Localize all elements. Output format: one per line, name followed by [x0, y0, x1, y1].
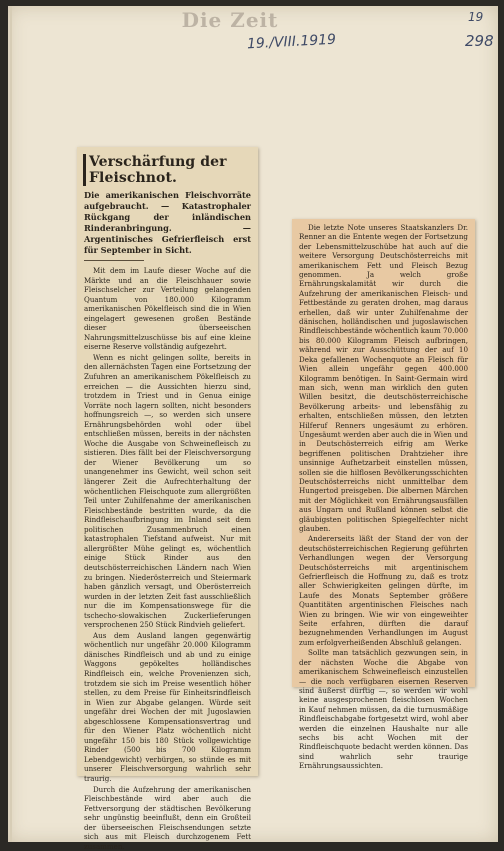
article-headline: Verschärfung der Fleischnot.	[83, 154, 252, 186]
paragraph: Andererseits läßt der Stand der von der deutschösterreichischen Regierung geführten Verhandlungen wegen der Versorgung Deutschösterreichs mit argentinischem Gefrierfleisch die Hoffnung zu, daß es trotz aller Schwierigkeiten gelingen dürfte, im Laufe des Monats September größere Quantitäten argentinischen Fleisches nach Wien zu bringen. Wie wir von eingeweihter Seite erfahren, dürften die darauf bezugnehmenden Verhandlungen im August zum erfolgverheißenden Abschluß gelangen.	[299, 534, 468, 647]
newspaper-clipping-right	[292, 219, 475, 771]
paragraph: Wenn es nicht gelingen sollte, bereits in den allernächsten Tagen eine Fortsetzung der Zufuhren an amerikanischem Pökelfleisch zu erreichen — die Aussichten hierzu sind, trotzdem in Triest und in Genua einige Vorräte noch lagern sollten, nicht besonders hoffnungsreich —, so werden sich unsere Ernährungsbehörden wohl oder übel entschließen müssen, bereits in der nächsten Woche die Ausgabe von Schweinefleisch zu sistieren. Dies fällt bei der Fleischversorgung der Wiener Bevölkerung um so unangenehmer ins Gewicht, weil schon seit längerer Zeit die Aufrechterhaltung der wöchentlichen Fleischquote zum allergrößten Teil unter Zuhilfenahme der amerikanischen Fleischbestände bestritten wurde, da die Rindfleischaufbringung im Inland seit dem politischen Zusammenbruch einen katastrophalen Tiefstand aufweist. Nur mit allergrößter Mühe gelingt es, wöchentlich einige Stück Rinder aus den deutschösterreichischen Ländern nach Wien zu bringen. Niederösterreich und Steiermark haben gänzlich versagt, und Oberösterreich wurden in der letzten Zeit fast ausschließlich nur die im Kompensationswege für die tschecho-slowakischen Zuckerlieferungen versprochenen 250 Stück Rindvieh geliefert.	[84, 352, 251, 630]
article-body-left	[84, 266, 251, 851]
paragraph: Die letzte Note unseres Staatskanzlers Dr. Renner an die Entente wegen der Fortsetzung der Lebensmittelzuschübe hat auch auf die weitere Versorgung Deutschösterreichs mit amerikanischem Fett und Fleisch Bezug genommen. Ja welch große Ernährungskalamität wir durch die Aufzehrung der amerikanischen Fleisch- und Fettbestände zu geraten drohen, mag daraus erhellen, daß wir unter Zuhilfenahme der dänischen, holländischen und jugoslawischen Rindfleischbestände wöchentlich kaum 70.000 bis 80.000 Kilogramm Fleisch aufbringen, während wir zur Ausschüttung der auf 10 Deka gefallenen Wochenquote an Fleisch für Wien allein ungefähr gegen 400.000 Kilogramm benötigen. In Saint-Germain wird man sich, wenn man wirklich den guten Willen besitzt, die deutschösterreichische Bevölkerung arbeits- und lebensfähig zu erhalten, entschließen müssen, den letzten Hilferuf Renners ungesäumt zu erhören. Ungesäumt werden aber auch die in Wien und in Deutschösterreich eifrig am Werke begriffenen politischen Drahtzieher ihre unsinnige Aufhetzarbeit einstellen müssen, sollen sie die hilflosen Bevölkerungsschichten Deutschösterreichs nicht unmittelbar dem Hungertod preisgeben. Die albernen Märchen mit der Möglichkeit von Ernährungsausfällen aus Ungarn und Rußland können selbst die gläubigsten politischen Spiegelfechter nicht glauben.	[299, 223, 468, 533]
handwritten-page-number: 298	[465, 32, 494, 50]
handwritten-number-top: 19	[468, 10, 484, 24]
article-body-right	[299, 223, 468, 771]
paragraph: Sollte man tatsächlich gezwungen sein, in der nächsten Woche die Abgabe von amerikanischem Schweinefleisch einzustellen — die noch verfügbaren eisernen Reserven sind äußerst dürftig —, so werden wir wohl keine ausgesprochenen fleischlosen Wochen in Kauf nehmen müssen, da die turnusmäßige Rindfleischabgabe fortgesetzt wird, wohl aber werden die einzelnen Haushalte nur alle sechs bis acht Wochen mit der Rindfleischquote bedacht werden können. Das sind wahrlich sehr traurige Ernährungsaussichten.	[299, 648, 468, 771]
paragraph: Durch die Aufzehrung der amerikanischen Fleischbestände wird aber auch die Fettversorgung der städtischen Bevölkerung sehr ungünstig beeinflußt, denn ein Großteil der überseeischen Fleischsendungen setzte sich aus mit Fleisch durchzogenem Fett zusammen.	[84, 784, 251, 851]
sheet-edge	[10, 6, 12, 842]
paragraph: Mit dem im Laufe dieser Woche auf die Märkte und an die Fleischhauer sowie Fleischselcher zur Verteilung gelangenden Quantum von 180.000 Kilogramm amerikanischen Pökelfleisch sind die in Wien eingelagert gewesenen großen Bestände dieser überseeischen Nahrungsmittelzuschüsse bis auf eine kleine eiserne Reserve vollständig aufgezehrt.	[84, 266, 251, 352]
paragraph: Aus dem Ausland langen gegenwärtig wöchentlich nur ungefähr 20.000 Kilogramm dänisches Rindfleisch und ab und zu einige Waggons gepökeltes holländisches Rindfleisch ein, welche Provenienzen sich, trotzdem sie sich im Preise wesentlich höher stellen, zu dem Preise für Einheitsrindfleisch in Wien zur Abgabe gelangen. Würde seit ungefähr drei Wochen der mit Jugoslawien abgeschlossene Kompensationsvertrag und für den Wiener Platz wöchentlich nicht ungefähr 150 bis 180 Stück vollgewichtige Rinder (500 bis 700 Kilogramm Lebendgewicht) verbürgen, so stünde es mit unserer Fleischversorgung wahrlich sehr traurig.	[84, 630, 251, 783]
article-subheadline: Die amerikanischen Fleischvorräte aufgebraucht. — Katastrophaler Rückgang der inländischen Rinderanbringung. — Argentinisches Gefrierfleisch erst für September in Sicht.	[84, 190, 251, 255]
handwritten-date: 19./VIII.1919	[246, 31, 337, 53]
newspaper-masthead: Die Zeit	[181, 8, 279, 32]
headline-rule	[84, 260, 144, 261]
newspaper-clipping-left	[77, 147, 258, 851]
